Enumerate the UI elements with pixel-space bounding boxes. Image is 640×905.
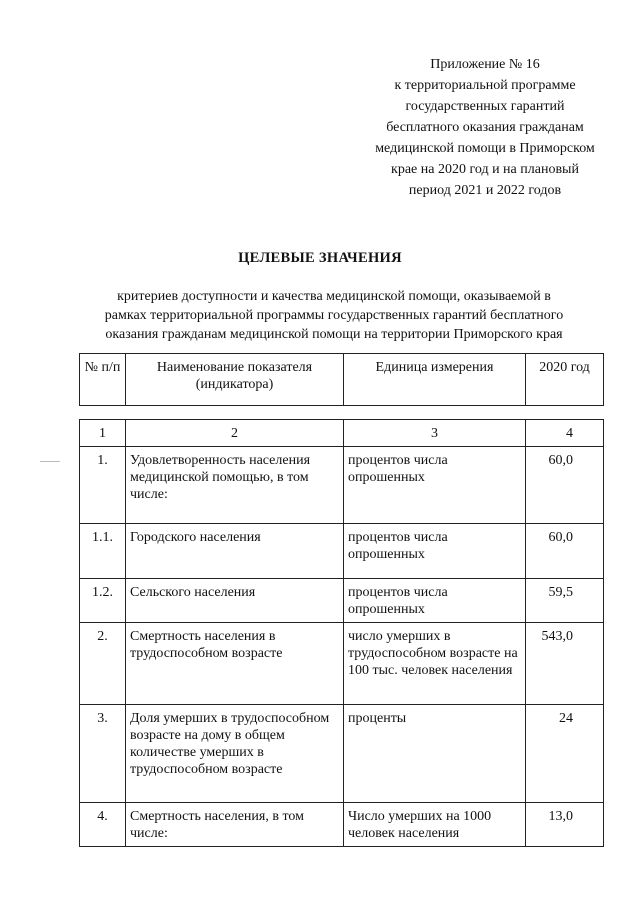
subtitle-line: рамках территориальной программы государственных гарантий бесплатного: [104, 308, 564, 323]
appendix-line: медицинской помощи в Приморском: [375, 141, 595, 156]
column-index-row: [80, 420, 604, 447]
table-row: [80, 447, 604, 524]
row-num: 1.2.: [80, 579, 126, 623]
index-cell: 1: [80, 420, 126, 447]
index-cell: 3: [344, 420, 526, 447]
index-cell: 4: [526, 420, 604, 447]
table-row: [80, 803, 604, 847]
row-name: Смертность населения, в том числе:: [126, 803, 344, 847]
document-title: ЦЕЛЕВЫЕ ЗНАЧЕНИЯ: [238, 250, 402, 266]
document-subtitle: [56, 287, 612, 344]
row-value: 60,0: [526, 524, 604, 579]
row-unit: процентов числа опрошенных: [344, 447, 526, 524]
header-row: [80, 354, 604, 406]
row-value: 59,5: [526, 579, 604, 623]
table-row: [80, 705, 604, 803]
row-unit: проценты: [344, 705, 526, 803]
row-value: 13,0: [526, 803, 604, 847]
header-num: № п/п: [80, 354, 126, 406]
row-unit: процентов числа опрошенных: [344, 524, 526, 579]
row-num: 3.: [80, 705, 126, 803]
row-name: Сельского населения: [126, 579, 344, 623]
table-row: [80, 524, 604, 579]
table-row: [80, 623, 604, 705]
row-unit: процентов числа опрошенных: [344, 579, 526, 623]
row-unit: число умерших в трудоспособном возрасте на 100 тыс. человек населения: [344, 623, 526, 705]
header-year: 2020 год: [526, 354, 604, 406]
appendix-line: период 2021 и 2022 годов: [408, 183, 562, 198]
row-value: 543,0: [526, 623, 604, 705]
appendix-line: крае на 2020 год и на плановый: [391, 162, 579, 177]
appendix-line: бесплатного оказания гражданам: [386, 120, 584, 135]
table-row: [80, 579, 604, 623]
appendix-header: [340, 54, 630, 201]
header-unit: Единица измерения: [344, 354, 526, 406]
appendix-line: Приложение № 16: [430, 57, 540, 72]
appendix-line: государственных гарантий: [405, 99, 565, 114]
row-value: 60,0: [526, 447, 604, 524]
row-name: Удовлетворенность населения медицинской помощью, в том числе:: [126, 447, 344, 524]
row-name: Доля умерших в трудоспособном возрасте на дому в общем количестве умерших в трудоспособном возрасте: [126, 705, 344, 803]
row-num: 1.1.: [80, 524, 126, 579]
row-name: Городского населения: [126, 524, 344, 579]
indicators-table: [79, 419, 604, 847]
appendix-line: к территориальной программе: [394, 78, 576, 93]
row-num: 4.: [80, 803, 126, 847]
margin-mark: [40, 461, 60, 462]
index-cell: 2: [126, 420, 344, 447]
row-num: 2.: [80, 623, 126, 705]
subtitle-line: оказания гражданам медицинской помощи на территории Приморского края: [105, 327, 563, 342]
table-header: [79, 353, 604, 406]
row-unit: Число умерших на 1000 человек населения: [344, 803, 526, 847]
row-num: 1.: [80, 447, 126, 524]
subtitle-line: критериев доступности и качества медицинской помощи, оказываемой в: [117, 289, 551, 304]
row-value: 24: [526, 705, 604, 803]
row-name: Смертность населения в трудоспособном возрасте: [126, 623, 344, 705]
header-name: Наименование показателя (индикатора): [126, 354, 344, 406]
